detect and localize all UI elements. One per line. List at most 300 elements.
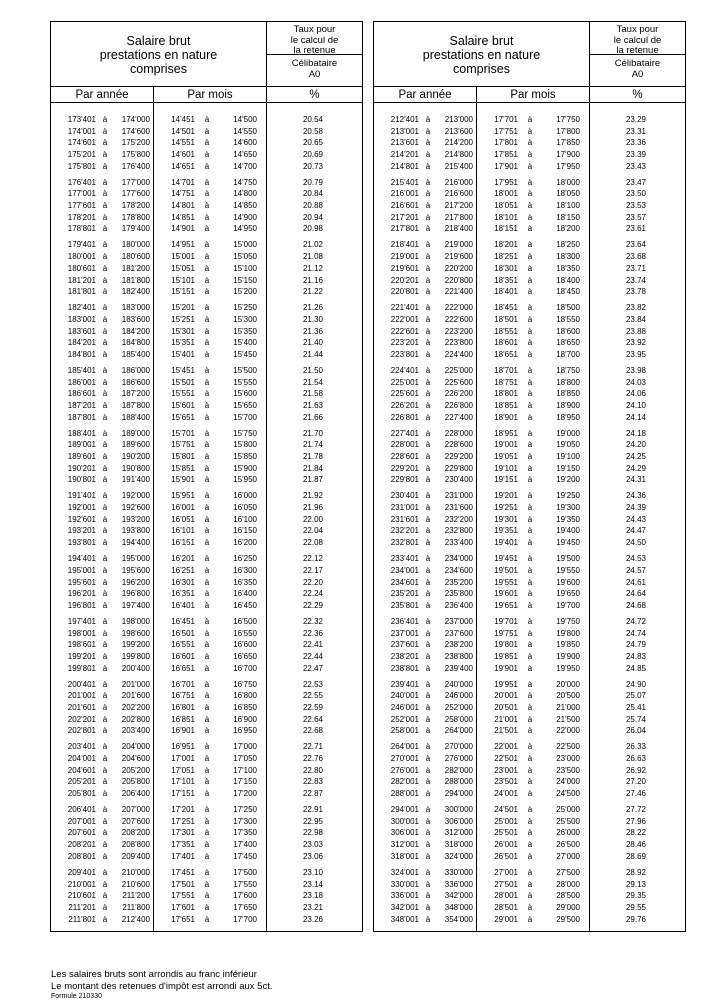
year-separator: à <box>425 275 431 285</box>
month-to: 19'200 <box>556 475 580 485</box>
month-from: 18'351 <box>494 275 518 285</box>
month-from: 16'801 <box>171 702 195 712</box>
rate-percent: 22.00 <box>302 514 323 524</box>
year-to: 210'600 <box>121 879 150 889</box>
year-to: 183'600 <box>121 314 150 324</box>
month-separator: à <box>204 189 210 199</box>
month-from: 15'251 <box>171 314 195 324</box>
month-from: 19'451 <box>494 554 518 564</box>
month-to: 16'150 <box>233 526 257 536</box>
month-separator: à <box>527 224 533 234</box>
rate-percent: 22.12 <box>302 554 323 564</box>
month-separator: à <box>204 554 210 564</box>
month-separator: à <box>204 828 210 838</box>
year-to: 238'200 <box>444 640 473 650</box>
rate-percent: 25.41 <box>625 702 646 712</box>
year-to: 201'000 <box>121 679 150 689</box>
year-to: 216'600 <box>444 189 473 199</box>
rate-percent: 26.92 <box>625 765 646 775</box>
year-separator: à <box>425 503 431 513</box>
year-to: 198'000 <box>121 616 150 626</box>
month-to: 19'900 <box>556 651 580 661</box>
rate-percent: 23.06 <box>302 851 323 861</box>
month-from: 16'601 <box>171 651 195 661</box>
month-to: 18'400 <box>556 275 580 285</box>
month-to: 17'350 <box>233 828 257 838</box>
year-to: 235'200 <box>444 577 473 587</box>
rate-percent: 24.43 <box>625 514 646 524</box>
month-separator: à <box>204 503 210 513</box>
rate-percent: 21.22 <box>302 287 323 297</box>
rate-percent: 22.91 <box>302 805 323 815</box>
table-row <box>51 902 362 914</box>
month-from: 15'201 <box>171 303 195 313</box>
table-row <box>51 679 362 691</box>
table-row <box>374 839 685 851</box>
month-to: 14'950 <box>233 224 257 234</box>
year-separator: à <box>102 377 108 387</box>
year-to: 214'800 <box>444 150 473 160</box>
month-separator: à <box>204 475 210 485</box>
month-from: 14'901 <box>171 224 195 234</box>
year-from: 191'401 <box>67 491 96 501</box>
year-separator: à <box>102 287 108 297</box>
month-from: 19'251 <box>494 503 518 513</box>
rate-percent: 22.83 <box>302 777 323 787</box>
table-row <box>51 725 362 737</box>
month-separator: à <box>204 726 210 736</box>
year-to: 195'600 <box>121 565 150 575</box>
year-separator: à <box>425 314 431 324</box>
rate-header-line: le calcul de <box>290 34 339 46</box>
month-from: 19'601 <box>494 589 518 599</box>
month-from: 17'001 <box>171 754 195 764</box>
rate-percent: 21.84 <box>302 463 323 473</box>
month-separator: à <box>527 765 533 775</box>
month-to: 18'000 <box>556 177 580 187</box>
year-to: 195'000 <box>121 554 150 564</box>
month-to: 23'500 <box>556 765 580 775</box>
year-separator: à <box>425 589 431 599</box>
month-separator: à <box>204 401 210 410</box>
rate-percent: 21.58 <box>302 389 323 399</box>
month-from: 17'151 <box>171 789 195 799</box>
year-separator: à <box>425 628 431 638</box>
month-from: 15'451 <box>171 365 195 375</box>
month-from: 26'001 <box>494 840 518 850</box>
month-to: 16'950 <box>233 726 257 736</box>
month-from: 18'451 <box>494 303 518 313</box>
year-separator: à <box>425 691 431 701</box>
year-from: 239'401 <box>390 679 419 689</box>
year-to: 246'000 <box>444 691 473 701</box>
month-to: 15'700 <box>233 412 257 422</box>
table-row <box>374 326 685 338</box>
year-separator: à <box>102 463 108 473</box>
form-code: Formule 210330 <box>51 993 102 1000</box>
table-row <box>374 400 685 412</box>
month-from: 18'001 <box>494 189 518 199</box>
table-row <box>51 776 362 788</box>
year-from: 198'601 <box>67 640 96 650</box>
year-from: 186'001 <box>67 377 96 387</box>
rate-percent: 24.74 <box>625 628 646 638</box>
table-row <box>374 451 685 463</box>
month-separator: à <box>527 754 533 764</box>
month-to: 24'500 <box>556 789 580 799</box>
month-to: 28'000 <box>556 879 580 889</box>
month-separator: à <box>527 338 533 348</box>
month-from: 14'601 <box>171 150 195 160</box>
month-separator: à <box>204 201 210 211</box>
rate-percent: 24.90 <box>625 679 646 689</box>
year-separator: à <box>102 702 108 712</box>
year-to: 300'000 <box>444 805 473 815</box>
month-to: 26'000 <box>556 828 580 838</box>
month-from: 16'201 <box>171 554 195 564</box>
year-separator: à <box>425 138 431 148</box>
month-to: 17'950 <box>556 161 580 171</box>
month-to: 16'400 <box>233 589 257 599</box>
table-row <box>374 914 685 926</box>
year-from: 198'001 <box>67 628 96 638</box>
month-to: 17'850 <box>556 138 580 148</box>
year-to: 181'200 <box>121 263 150 273</box>
month-to: 16'450 <box>233 600 257 610</box>
month-from: 27'501 <box>494 879 518 889</box>
year-to: 177'600 <box>121 189 150 199</box>
month-from: 16'551 <box>171 640 195 650</box>
table-row <box>374 537 685 549</box>
year-separator: à <box>425 914 431 924</box>
year-separator: à <box>102 138 108 148</box>
table-row <box>51 616 362 628</box>
table-row <box>51 537 362 549</box>
table-row <box>51 149 362 161</box>
month-from: 17'851 <box>494 150 518 160</box>
year-to: 187'200 <box>121 389 150 399</box>
year-to: 190'200 <box>121 452 150 462</box>
year-separator: à <box>102 828 108 838</box>
year-from: 190'801 <box>67 475 96 485</box>
column-header-year: Par année <box>51 87 154 103</box>
month-from: 15'151 <box>171 287 195 297</box>
year-to: 223'800 <box>444 338 473 348</box>
year-separator: à <box>425 726 431 736</box>
year-from: 258'001 <box>390 726 419 736</box>
rate-percent: 22.98 <box>302 828 323 838</box>
month-from: 18'851 <box>494 401 518 410</box>
year-from: 238'201 <box>390 651 419 661</box>
year-from: 222'601 <box>390 326 419 336</box>
rate-header <box>267 22 362 87</box>
year-from: 223'801 <box>390 349 419 359</box>
month-from: 18'951 <box>494 428 518 438</box>
year-separator: à <box>425 303 431 313</box>
month-to: 29'000 <box>556 902 580 912</box>
month-to: 15'850 <box>233 452 257 462</box>
month-separator: à <box>527 349 533 359</box>
year-to: 217'800 <box>444 212 473 222</box>
rate-percent: 21.87 <box>302 475 323 485</box>
month-to: 21'500 <box>556 714 580 724</box>
month-to: 15'650 <box>233 401 257 410</box>
rate-percent: 24.68 <box>625 600 646 610</box>
month-to: 17'150 <box>233 777 257 787</box>
category-code: A0 <box>631 68 644 80</box>
month-from: 17'501 <box>171 879 195 889</box>
month-separator: à <box>204 840 210 850</box>
rate-percent: 27.46 <box>625 789 646 799</box>
month-separator: à <box>527 177 533 187</box>
rate-percent: 27.72 <box>625 805 646 815</box>
month-separator: à <box>204 914 210 924</box>
year-from: 236'401 <box>390 616 419 626</box>
year-separator: à <box>425 565 431 575</box>
year-from: 183'001 <box>67 314 96 324</box>
month-to: 15'250 <box>233 303 257 313</box>
rate-header-line: la retenue <box>293 45 336 56</box>
month-to: 19'700 <box>556 600 580 610</box>
month-separator: à <box>527 679 533 689</box>
year-separator: à <box>102 150 108 160</box>
month-to: 17'250 <box>233 805 257 815</box>
month-separator: à <box>527 212 533 222</box>
year-to: 208'200 <box>121 828 150 838</box>
month-from: 18'701 <box>494 365 518 375</box>
month-from: 23'501 <box>494 777 518 787</box>
month-to: 16'000 <box>233 491 257 501</box>
rate-percent: 24.18 <box>625 428 646 438</box>
rate-percent: 21.96 <box>302 503 323 513</box>
month-from: 19'101 <box>494 463 518 473</box>
month-from: 19'851 <box>494 651 518 661</box>
table-row <box>374 827 685 839</box>
month-to: 18'350 <box>556 263 580 273</box>
rate-percent: 23.95 <box>625 349 646 359</box>
year-from: 217'201 <box>390 212 419 222</box>
table-row <box>374 212 685 224</box>
month-separator: à <box>527 452 533 462</box>
year-from: 231'001 <box>390 503 419 513</box>
month-separator: à <box>204 150 210 160</box>
year-from: 216'601 <box>390 201 419 211</box>
table-row <box>374 565 685 577</box>
table-row <box>51 553 362 565</box>
year-from: 196'801 <box>67 600 96 610</box>
year-from: 192'601 <box>67 514 96 524</box>
month-from: 16'051 <box>171 514 195 524</box>
year-separator: à <box>102 126 108 136</box>
month-from: 15'401 <box>171 349 195 359</box>
month-from: 17'951 <box>494 177 518 187</box>
month-to: 19'300 <box>556 503 580 513</box>
month-to: 15'100 <box>233 263 257 273</box>
rate-percent: 24.85 <box>625 663 646 673</box>
month-separator: à <box>527 789 533 799</box>
year-to: 229'800 <box>444 463 473 473</box>
rate-percent: 23.14 <box>302 879 323 889</box>
rate-percent: 21.74 <box>302 440 323 450</box>
rate-percent: 26.63 <box>625 754 646 764</box>
month-from: 19'151 <box>494 475 518 485</box>
rate-percent: 24.14 <box>625 412 646 422</box>
rate-percent: 22.55 <box>302 691 323 701</box>
year-to: 234'600 <box>444 565 473 575</box>
rate-percent: 24.50 <box>625 538 646 548</box>
year-from: 206'401 <box>67 805 96 815</box>
month-from: 17'551 <box>171 891 195 901</box>
year-separator: à <box>425 816 431 826</box>
month-from: 14'551 <box>171 138 195 148</box>
year-from: 184'201 <box>67 338 96 348</box>
year-separator: à <box>425 412 431 422</box>
year-from: 318'001 <box>390 851 419 861</box>
table-row <box>374 788 685 800</box>
rate-percent: 23.84 <box>625 314 646 324</box>
month-to: 18'500 <box>556 303 580 313</box>
month-to: 17'700 <box>233 914 257 924</box>
year-separator: à <box>425 338 431 348</box>
column-header-percent: % <box>590 87 685 103</box>
month-to: 17'200 <box>233 789 257 799</box>
year-from: 235'801 <box>390 600 419 610</box>
year-from: 246'001 <box>390 702 419 712</box>
year-to: 203'400 <box>121 726 150 736</box>
month-to: 16'200 <box>233 538 257 548</box>
table-row <box>374 314 685 326</box>
year-separator: à <box>425 401 431 410</box>
year-separator: à <box>102 412 108 422</box>
rate-percent: 21.36 <box>302 326 323 336</box>
year-from: 201'601 <box>67 702 96 712</box>
year-from: 214'201 <box>390 150 419 160</box>
month-from: 16'101 <box>171 526 195 536</box>
month-from: 19'201 <box>494 491 518 501</box>
year-separator: à <box>425 902 431 912</box>
month-to: 18'600 <box>556 326 580 336</box>
year-from: 193'201 <box>67 526 96 536</box>
year-from: 175'801 <box>67 161 96 171</box>
year-to: 223'200 <box>444 326 473 336</box>
table-row <box>51 439 362 451</box>
year-from: 306'001 <box>390 828 419 838</box>
table-row <box>51 337 362 349</box>
year-separator: à <box>102 452 108 462</box>
table-row <box>51 137 362 149</box>
month-to: 20'500 <box>556 691 580 701</box>
year-separator: à <box>102 115 108 124</box>
month-to: 17'750 <box>556 115 580 124</box>
year-from: 210'001 <box>67 879 96 889</box>
year-from: 231'601 <box>390 514 419 524</box>
rate-percent: 22.29 <box>302 600 323 610</box>
year-from: 228'601 <box>390 452 419 462</box>
table-row <box>374 439 685 451</box>
year-from: 226'801 <box>390 412 419 422</box>
year-separator: à <box>425 879 431 889</box>
year-to: 187'800 <box>121 401 150 410</box>
month-separator: à <box>527 628 533 638</box>
table-row <box>51 474 362 486</box>
rate-percent: 29.55 <box>625 902 646 912</box>
month-to: 15'450 <box>233 349 257 359</box>
year-separator: à <box>425 600 431 610</box>
month-from: 14'751 <box>171 189 195 199</box>
year-separator: à <box>102 554 108 564</box>
month-from: 16'651 <box>171 663 195 673</box>
year-from: 215'401 <box>390 177 419 187</box>
month-from: 28'501 <box>494 902 518 912</box>
year-to: 200'400 <box>121 663 150 673</box>
table-row <box>51 690 362 702</box>
month-separator: à <box>204 754 210 764</box>
month-to: 17'550 <box>233 879 257 889</box>
year-to: 174'000 <box>121 115 150 124</box>
year-separator: à <box>102 338 108 348</box>
year-separator: à <box>102 679 108 689</box>
month-to: 19'850 <box>556 640 580 650</box>
year-from: 348'001 <box>390 914 419 924</box>
month-to: 21'000 <box>556 702 580 712</box>
month-to: 15'350 <box>233 326 257 336</box>
table-row <box>374 502 685 514</box>
year-from: 199'801 <box>67 663 96 673</box>
year-separator: à <box>102 577 108 587</box>
month-to: 15'900 <box>233 463 257 473</box>
month-to: 15'550 <box>233 377 257 387</box>
year-to: 227'400 <box>444 412 473 422</box>
month-to: 15'050 <box>233 252 257 262</box>
rate-percent: 27.20 <box>625 777 646 787</box>
year-from: 180'001 <box>67 252 96 262</box>
year-separator: à <box>102 651 108 661</box>
month-separator: à <box>204 816 210 826</box>
month-separator: à <box>204 126 210 136</box>
year-from: 213'601 <box>390 138 419 148</box>
year-from: 202'801 <box>67 726 96 736</box>
year-separator: à <box>425 651 431 661</box>
table-row <box>51 651 362 663</box>
rate-percent: 22.04 <box>302 526 323 536</box>
year-from: 202'201 <box>67 714 96 724</box>
year-from: 178'201 <box>67 212 96 222</box>
year-from: 225'001 <box>390 377 419 387</box>
table-row <box>51 714 362 726</box>
month-from: 14'951 <box>171 240 195 250</box>
month-from: 18'901 <box>494 412 518 422</box>
year-separator: à <box>102 389 108 399</box>
year-separator: à <box>425 554 431 564</box>
year-separator: à <box>102 177 108 187</box>
year-to: 226'800 <box>444 401 473 410</box>
year-from: 187'801 <box>67 412 96 422</box>
year-from: 336'001 <box>390 891 419 901</box>
year-separator: à <box>425 742 431 752</box>
table-row <box>374 690 685 702</box>
table-row <box>51 588 362 600</box>
year-from: 193'801 <box>67 538 96 548</box>
table-row <box>51 428 362 440</box>
year-to: 186'000 <box>121 365 150 375</box>
rate-percent: 23.47 <box>625 177 646 187</box>
year-from: 264'001 <box>390 742 419 752</box>
year-separator: à <box>425 201 431 211</box>
year-from: 185'401 <box>67 365 96 375</box>
month-from: 24'501 <box>494 805 518 815</box>
rate-percent: 23.36 <box>625 138 646 148</box>
year-from: 217'801 <box>390 224 419 234</box>
